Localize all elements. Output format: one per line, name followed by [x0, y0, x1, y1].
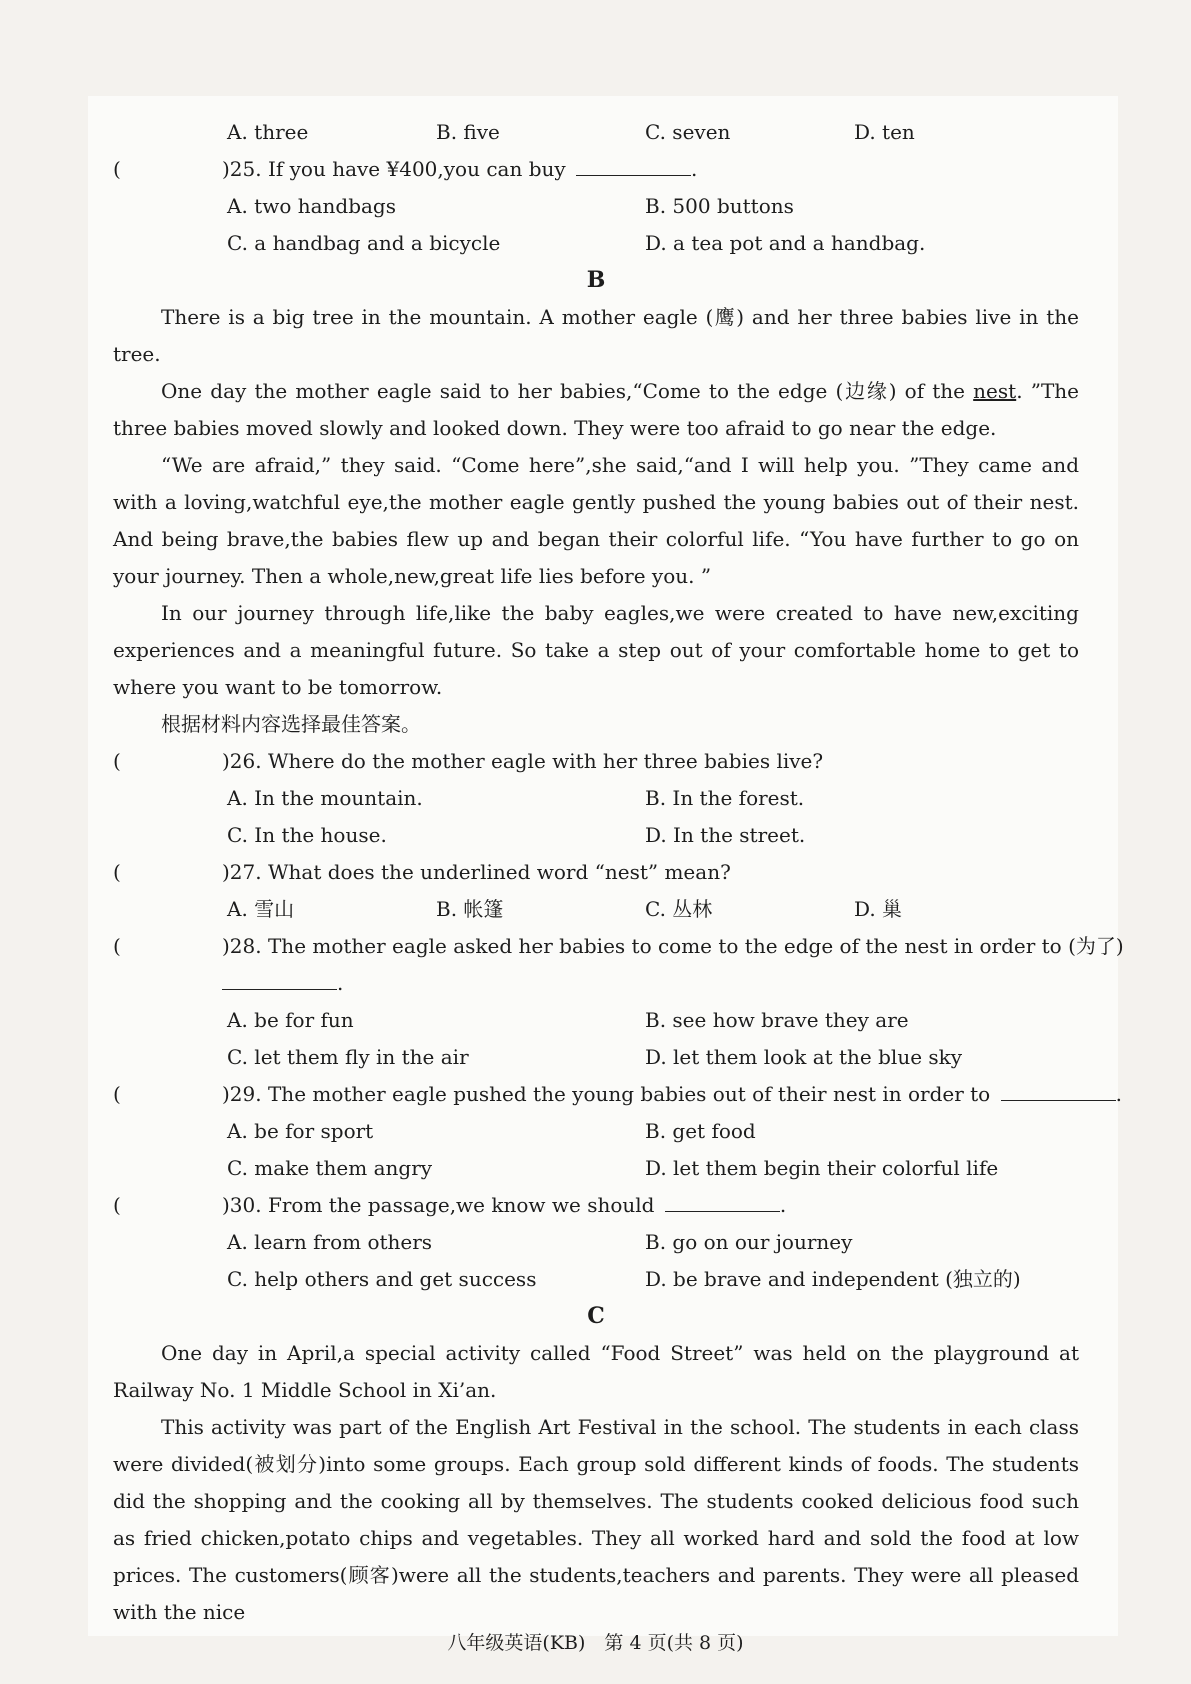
question-text: )25. If you have ¥400,you can buy	[222, 157, 566, 181]
answer-paren: (	[113, 934, 121, 958]
question-text: )29. The mother eagle pushed the young babies out of their nest in order to	[222, 1082, 991, 1106]
answer-paren: (	[113, 860, 121, 884]
q30-options-row1	[113, 1224, 1079, 1261]
q27-options	[113, 891, 1079, 928]
answer-blank	[665, 1189, 780, 1212]
underlined-word-nest: nest	[973, 379, 1017, 403]
q26-option-c: C. In the house.	[227, 823, 387, 847]
passage-c-para-2: This activity was part of the English Art Festival in the school. The students in each class were divided(被划分)into some groups. Each group sold different kinds of foods. The students did the shopping and the cooking all by themselves. The students cooked delicious food such as fried chicken,potato chips and vegetables. They all worked hard and sold the food at low prices. The customers(顾客)were all the students,teachers and parents. They were all pleased with the nice	[113, 1415, 1079, 1624]
q27-option-a: A. 雪山	[227, 897, 295, 921]
q26-options-row2	[113, 817, 1079, 854]
q25-option-d: D. a tea pot and a handbag.	[645, 231, 926, 255]
q30-option-b: B. go on our journey	[645, 1230, 853, 1254]
q28-options-row1	[113, 1002, 1079, 1039]
passage-b-para-1: There is a big tree in the mountain. A mother eagle (鹰) and her three babies live in the tree.	[113, 305, 1079, 366]
q29-options-row1	[113, 1113, 1079, 1150]
q25-options-row1	[113, 188, 1079, 225]
q30-option-a: A. learn from others	[227, 1230, 433, 1254]
answer-blank	[222, 967, 337, 990]
instruction: 根据材料内容选择最佳答案。	[161, 712, 421, 736]
q29-option-b: B. get food	[645, 1119, 756, 1143]
q27-option-d: D. 巢	[854, 897, 903, 921]
answer-paren: (	[113, 749, 121, 773]
q28-option-d: D. let them look at the blue sky	[645, 1045, 963, 1069]
q29-option-d: D. let them begin their colorful life	[645, 1156, 999, 1180]
q28-option-b: B. see how brave they are	[645, 1008, 909, 1032]
page-footer: 八年级英语(KB) 第 4 页(共 8 页)	[447, 1632, 744, 1654]
q25-options-row2	[113, 225, 1079, 262]
q24-options	[113, 114, 1079, 151]
question-27	[113, 854, 1079, 891]
answer-blank	[576, 153, 691, 176]
q26-option-a: A. In the mountain.	[227, 786, 423, 810]
q30-options-row2	[113, 1261, 1079, 1298]
q29-options-row2	[113, 1150, 1079, 1187]
q25-option-b: B. 500 buttons	[645, 194, 794, 218]
passage-b-para-4: In our journey through life,like the baby eagles,we were created to have new,exciting experiences and a meaningful future. So take a step out of your comfortable home to get to where you want to be tomorrow.	[113, 601, 1079, 699]
question-text: )26. Where do the mother eagle with her three babies live?	[222, 749, 824, 773]
q30-option-c: C. help others and get success	[227, 1267, 537, 1291]
q29-option-c: C. make them angry	[227, 1156, 433, 1180]
q24-option-c: C. seven	[645, 120, 731, 144]
q24-option-a: A. three	[227, 120, 309, 144]
question-25: ( )25. If you have ¥400,you can buy .	[113, 151, 1079, 188]
q24-option-b: B. five	[436, 120, 500, 144]
question-29: ( )29. The mother eagle pushed the young babies out of their nest in order to .	[113, 1076, 1079, 1113]
q28-option-c: C. let them fly in the air	[227, 1045, 469, 1069]
q26-option-d: D. In the street.	[645, 823, 806, 847]
answer-blank	[1001, 1078, 1116, 1101]
answer-paren: (	[113, 1082, 121, 1106]
passage-b-para-2: One day the mother eagle said to her babies,“Come to the edge (边缘) of the nest. ”The three babies moved slowly and looked down. They were too afraid to go near the edge.	[113, 379, 1079, 440]
question-26	[113, 743, 1079, 780]
q26-option-b: B. In the forest.	[645, 786, 805, 810]
q27-option-b: B. 帐篷	[436, 897, 504, 921]
section-c-heading: C	[587, 1303, 605, 1329]
q27-option-c: C. 丛林	[645, 897, 713, 921]
section-b-heading: B	[586, 267, 606, 293]
q26-options-row1	[113, 780, 1079, 817]
q25-option-c: C. a handbag and a bicycle	[227, 231, 501, 255]
page-content	[113, 114, 1124, 1631]
q24-option-d: D. ten	[854, 120, 915, 144]
question-30: ( )30. From the passage,we know we should .	[113, 1187, 1079, 1224]
q30-option-d: D. be brave and independent (独立的)	[645, 1267, 1021, 1291]
answer-paren: (	[113, 157, 121, 181]
answer-paren: (	[113, 1193, 121, 1217]
passage-b-para-3: “We are afraid,” they said. “Come here”,she said,“and I will help you. ”They came and with a loving,watchful eye,the mother eagle gently pushed the young babies out of their nest. And being brave,the babies flew up and began their colorful life. “You have further to go on your journey. Then a whole,new,great life lies before you. ”	[113, 453, 1079, 588]
q25-option-a: A. two handbags	[227, 194, 396, 218]
q28-options-row2	[113, 1039, 1079, 1076]
question-text: )28. The mother eagle asked her babies to come to the edge of the nest in order to (为了)	[222, 934, 1124, 958]
q29-option-a: A. be for sport	[227, 1119, 374, 1143]
q28-blank-line: .	[113, 965, 1079, 1002]
q28-option-a: A. be for fun	[227, 1008, 354, 1032]
question-text: )27. What does the underlined word “nest” mean?	[222, 860, 731, 884]
passage-c-para-1: One day in April,a special activity called “Food Street” was held on the playground at Railway No. 1 Middle School in Xi’an.	[113, 1341, 1079, 1402]
question-text: )30. From the passage,we know we should	[222, 1193, 655, 1217]
question-28	[113, 928, 1124, 965]
